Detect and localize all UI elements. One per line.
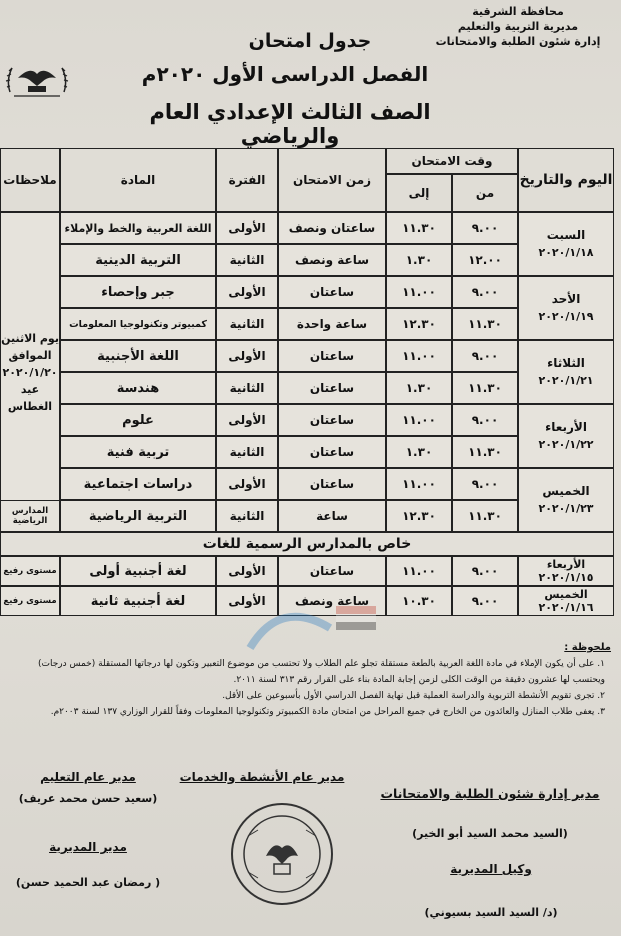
- notes-section: [10, 640, 611, 720]
- period-cell: الأولى: [216, 404, 278, 436]
- header-subject: المادة: [60, 148, 216, 212]
- from-cell: ٩.٠٠: [452, 212, 518, 244]
- period-cell: الأولى: [216, 276, 278, 308]
- period-cell: الأولى: [216, 586, 278, 616]
- note-item: ١. على أن يكون الإملاء في مادة اللغة العربية بالطعة مستقلة تجلو علم الطلاب ولا تحتسب من موضوع التعبير وتكون لها درجاتها المستقلة (خمس درجات) ويحتسب لها عشرون دقيقة من الوقت الكلى لزمن إجابة المادة بناء على القرار رقم ٣١٣ لسنة ٢٠١١.: [38, 659, 605, 685]
- to-cell: ١١.٠٠: [386, 468, 452, 500]
- subject-cell: التربية الدينية: [60, 244, 216, 276]
- note-item: ٢. تجرى تقويم الأنشطة التربوية والدراسة العملية قبل نهاية الفصل الدراسي الأول بأسبوعين على الأقل.: [222, 691, 605, 701]
- from-cell: ٩.٠٠: [452, 468, 518, 500]
- level-note: مستوى رفيع: [0, 586, 60, 616]
- from-cell: ١١.٣٠: [452, 308, 518, 340]
- day-cell: الخميس ٢٠٢٠/١/١٦: [518, 586, 614, 616]
- document-title: جدول امتحان: [248, 30, 372, 52]
- header-notes: ملاحظات: [0, 148, 60, 212]
- from-cell: ٩.٠٠: [452, 276, 518, 308]
- signature-activities-services: مدير عام الأنشطة والخدمات: [179, 770, 345, 784]
- level-note: مستوى رفيع: [0, 556, 60, 586]
- to-cell: ١١.٠٠: [386, 556, 452, 586]
- duration-cell: ساعتان: [278, 556, 386, 586]
- to-cell: ١.٣٠: [386, 372, 452, 404]
- from-cell: ٩.٠٠: [452, 340, 518, 372]
- to-cell: ١.٣٠: [386, 436, 452, 468]
- header-exam-time: وقت الامتحان: [386, 148, 518, 174]
- duration-cell: ساعتان ونصف: [278, 212, 386, 244]
- duration-cell: ساعتان: [278, 404, 386, 436]
- from-cell: ١٢.٠٠: [452, 244, 518, 276]
- notes-heading: ملحوظة :: [564, 642, 611, 653]
- to-cell: ١٢.٣٠: [386, 500, 452, 532]
- duration-cell: ساعة ونصف: [278, 586, 386, 616]
- period-cell: الثانية: [216, 436, 278, 468]
- subject-cell: لغة أجنبية أولى: [60, 556, 216, 586]
- from-cell: ٩.٠٠: [452, 404, 518, 436]
- governorate-line: محافظة الشرقية: [472, 5, 564, 18]
- holiday-note: يوم الاثنين الموافق ٢٠٢٠/١/٢٠ عيد الغطاس: [0, 212, 60, 532]
- header-to: إلى: [386, 174, 452, 212]
- period-cell: الثانية: [216, 500, 278, 532]
- day-cell: السبت ٢٠٢٠/١/١٨: [518, 212, 614, 276]
- from-cell: ١١.٣٠: [452, 500, 518, 532]
- period-cell: الثانية: [216, 308, 278, 340]
- header-from: من: [452, 174, 518, 212]
- signature-undersecretary: وكيل المديرية (د/ السيد السيد بسيوني): [424, 862, 558, 919]
- duration-cell: ساعتان: [278, 276, 386, 308]
- period-cell: الثانية: [216, 244, 278, 276]
- subject-cell: جبر وإحصاء: [60, 276, 216, 308]
- header-day-date: اليوم والتاريخ: [518, 148, 614, 212]
- day-cell: الأربعاء ٢٠٢٠/١/١٥: [518, 556, 614, 586]
- subject-cell: دراسات اجتماعية: [60, 468, 216, 500]
- subject-cell: لغة أجنبية ثانية: [60, 586, 216, 616]
- subject-cell: تربية فنية: [60, 436, 216, 468]
- to-cell: ١١.٣٠: [386, 212, 452, 244]
- duration-cell: ساعتان: [278, 468, 386, 500]
- subject-cell: اللغة العربية والخط والإملاء: [60, 212, 216, 244]
- grade-title: الصف الثالث الإعدادي العام والرياضي: [149, 100, 431, 148]
- subject-cell: هندسة: [60, 372, 216, 404]
- day-cell: الأربعاء ٢٠٢٠/١/٢٢: [518, 404, 614, 468]
- day-cell: الأحد ٢٠٢٠/١/١٩: [518, 276, 614, 340]
- subject-cell: علوم: [60, 404, 216, 436]
- to-cell: ١٠.٣٠: [386, 586, 452, 616]
- period-cell: الأولى: [216, 556, 278, 586]
- exam-table: [0, 148, 614, 616]
- period-cell: الأولى: [216, 212, 278, 244]
- sports-schools-note: المدارس الرياضية: [0, 500, 60, 532]
- issuing-authority: [423, 4, 613, 49]
- to-cell: ١١.٠٠: [386, 404, 452, 436]
- from-cell: ٩.٠٠: [452, 586, 518, 616]
- day-cell: الثلاثاء ٢٠٢٠/١/٢١: [518, 340, 614, 404]
- note-item: ٣. يعفى طلاب المنازل والعائدون من الخارج في جميع المراحل من امتحان مادة الكمبيوتر وتكنولوجيا المعلومات وفقاً للقرار الوزاري ١٣٧ لسنة ٢٠٠٣م.: [50, 707, 605, 717]
- signature-general-education: مدير عام التعليم (سعيد حسن محمد عريف): [18, 770, 158, 805]
- subject-cell: كمبيوتر وتكنولوجيا المعلومات: [60, 308, 216, 340]
- duration-cell: ساعة: [278, 500, 386, 532]
- period-cell: الثانية: [216, 372, 278, 404]
- to-cell: ١٢.٣٠: [386, 308, 452, 340]
- subject-cell: التربية الرياضية: [60, 500, 216, 532]
- period-cell: الأولى: [216, 468, 278, 500]
- subject-cell: اللغة الأجنبية: [60, 340, 216, 372]
- day-cell: الخميس ٢٠٢٠/١/٢٣: [518, 468, 614, 532]
- department-line: إدارة شئون الطلبة والامتحانات: [435, 35, 601, 48]
- header-duration: زمن الامتحان: [278, 148, 386, 212]
- directorate-line: مديرية التربية والتعليم: [457, 20, 579, 33]
- from-cell: ١١.٣٠: [452, 436, 518, 468]
- duration-cell: ساعتان: [278, 436, 386, 468]
- duration-cell: ساعة ونصف: [278, 244, 386, 276]
- signature-student-affairs: مدير إدارة شئون الطلبة والامتحانات (السيد محمد السيد أبو الخير): [380, 786, 600, 840]
- header-period: الفترة: [216, 148, 278, 212]
- language-schools-section-title: خاص بالمدارس الرسمية للغات: [0, 532, 614, 556]
- to-cell: ١.٣٠: [386, 244, 452, 276]
- duration-cell: ساعتان: [278, 372, 386, 404]
- signature-directorate-director: مدير المديرية ( رمضان عبد الحميد حسن): [15, 840, 161, 889]
- to-cell: ١١.٠٠: [386, 340, 452, 372]
- from-cell: ٩.٠٠: [452, 556, 518, 586]
- term-title: الفصل الدراسى الأول ٢٠٢٠م: [141, 62, 429, 86]
- from-cell: ١١.٣٠: [452, 372, 518, 404]
- official-stamp-icon: [228, 800, 336, 908]
- duration-cell: ساعتان: [278, 340, 386, 372]
- period-cell: الأولى: [216, 340, 278, 372]
- to-cell: ١١.٠٠: [386, 276, 452, 308]
- eagle-emblem-icon: [4, 52, 70, 106]
- duration-cell: ساعة واحدة: [278, 308, 386, 340]
